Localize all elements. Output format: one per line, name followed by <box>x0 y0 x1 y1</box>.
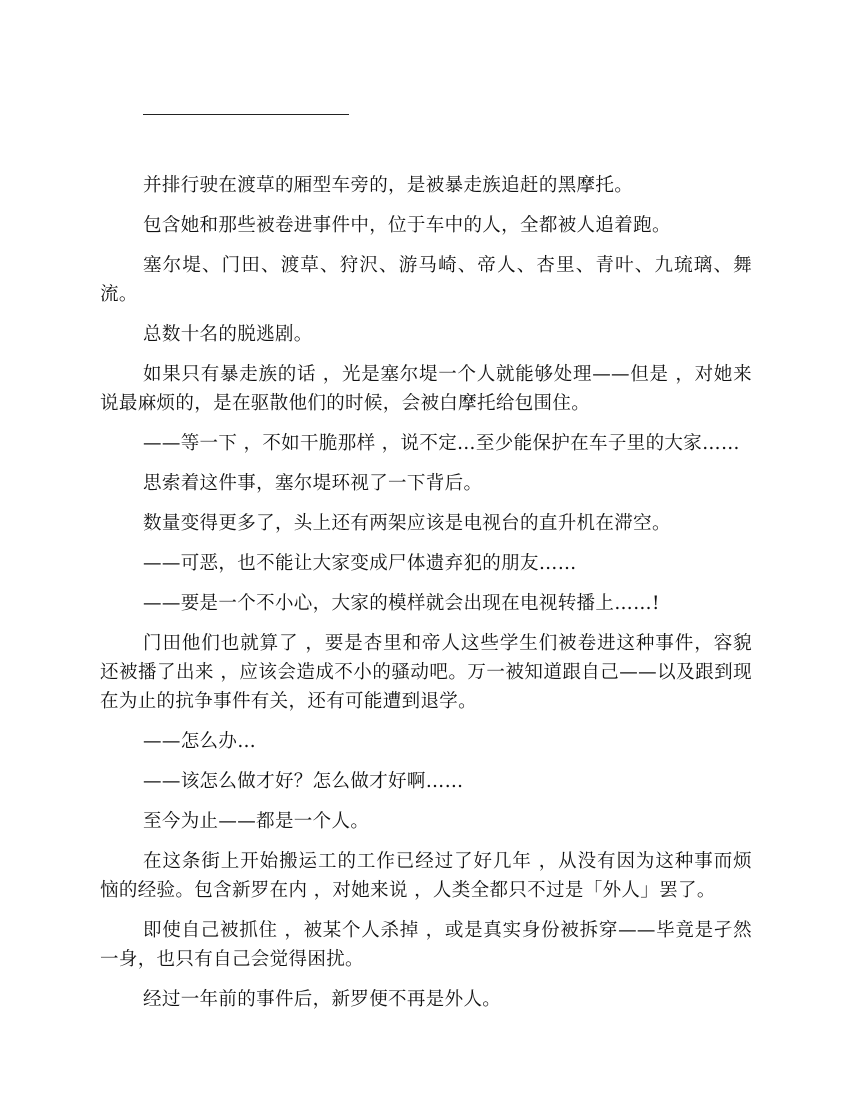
paragraph: 即使自己被抓住 ，被某个人杀掉 ，或是真实身份被拆穿——毕竟是孑然一身，也只有自己会觉得困扰。 <box>100 920 752 970</box>
paragraph: 在这条街上开始搬运工的工作已经过了好几年 ，从没有因为这种事而烦恼的经验。包含新罗在内 ，对她来说 ，人类全都只不过是「外人」罢了。 <box>100 851 752 901</box>
paragraph: ——可恶，也不能让大家变成尸体遗弃犯的朋友…… <box>143 553 577 574</box>
paragraph: 思索着这件事，塞尔堤环视了一下背后。 <box>143 473 483 494</box>
paragraph: 数量变得更多了，头上还有两架应该是电视台的直升机在滞空。 <box>143 513 671 534</box>
paragraph: 门田他们也就算了 ，要是杏里和帝人这些学生们被卷进这种事件，容貌还被播了出来 ，应该会造成不小的骚动吧。万一被知道跟自己——以及跟到现在为止的抗争事件有关，还有可能遭到退学。 <box>100 633 752 712</box>
paragraph: 包含她和那些被卷进事件中，位于车中的人，全都被人追着跑。 <box>143 215 671 236</box>
paragraph: 塞尔堤、门田、渡草、狩沢、游马崎、帝人、杏里、青叶、九琉璃、舞流。 <box>100 255 752 305</box>
body-text <box>100 171 752 1025</box>
paragraph: 经过一年前的事件后，新罗便不再是外人。 <box>143 989 502 1010</box>
paragraph: ——要是一个不小心，大家的模样就会出现在电视转播上……! <box>143 593 660 614</box>
section-divider-line <box>143 114 349 115</box>
paragraph: ——该怎么做才好？怎么做才好啊…… <box>143 771 464 792</box>
paragraph: ——怎么办… <box>143 731 257 752</box>
paragraph: ——等一下 ，不如干脆那样 ，说不定…至少能保护在车子里的大家…… <box>143 433 740 454</box>
paragraph: 如果只有暴走族的话 ，光是塞尔堤一个人就能够处理——但是 ，对她来说最麻烦的，是在驱散他们的时候，会被白摩托给包围住。 <box>100 364 752 414</box>
paragraph: 并排行驶在渡草的厢型车旁的，是被暴走族追赶的黑摩托。 <box>143 175 634 196</box>
paragraph: 总数十名的脱逃剧。 <box>143 324 313 345</box>
paragraph: 至今为止——都是一个人。 <box>143 811 370 832</box>
